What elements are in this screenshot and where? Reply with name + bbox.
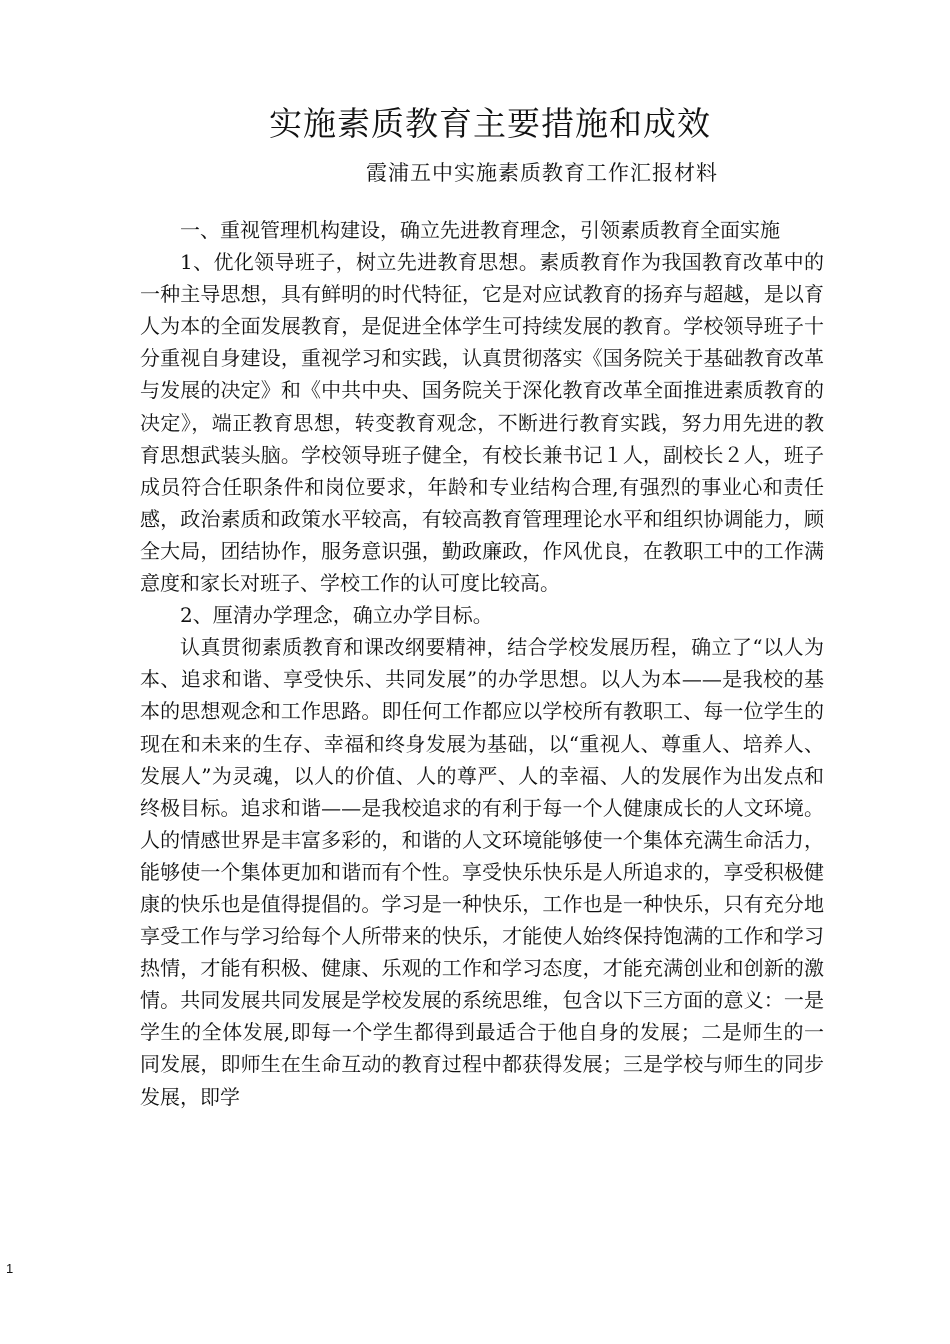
page-subtitle: 霞浦五中实施素质教育工作汇报材料 — [366, 161, 718, 185]
page-title: 实施素质教育主要措施和成效 — [269, 104, 711, 143]
document-body — [140, 214, 824, 1113]
section-heading: 一、重视管理机构建设，确立先进教育理念，引领素质教育全面实施 — [180, 218, 780, 242]
paragraph: 2、厘清办学理念，确立办学目标。 — [180, 603, 493, 628]
paragraph: 1、优化领导班子，树立先进教育思想。素质教育作为我国教育改革中的一种主导思想，具有鲜明的时代特征，它是对应试教育的扬弃与超越，是以育人为本的全面发展教育，是促进全体学生可持续发展的教育。学校领导班子十分重视自身建设，重视学习和实践，认真贯彻落实《国务院关于基础教育改革与发展的决定》和《中共中央、国务院关于深化教育改革全面推进素质教育的决定》，端正教育思想，转变教育观念，不断进行教育实践，努力用先进的教育思想武装头脑。学校领导班子健全，有校长兼书记１人，副校长２人，班子成员符合任职条件和岗位要求，年龄和专业结构合理,有强烈的事业心和责任感，政治素质和政策水平较高，有较高教育管理理论水平和组织协调能力，顾全大局，团结协作，服务意识强，勤政廉政，作风优良，在教职工中的工作满意度和家长对班子、学校工作的认可度比较高。 — [140, 250, 824, 596]
page-number: 1 — [6, 1261, 14, 1276]
paragraph: 认真贯彻素质教育和课改纲要精神，结合学校发展历程，确立了“以人为本、追求和谐、享受快乐、共同发展”的办学思想。以人为本——是我校的基本的思想观念和工作思路。即任何工作都应以学校所有教职工、每一位学生的现在和未来的生存、幸福和终身发展为基础，以“重视人、尊重人、培养人、发展人”为灵魂，以人的价值、人的尊严、人的幸福、人的发展作为出发点和终极目标。追求和谐——是我校追求的有利于每一个人健康成长的人文环境。人的情感世界是丰富多彩的，和谐的人文环境能够使一个集体充满生命活力，能够使一个集体更加和谐而有个性。享受快乐快乐是人所追求的，享受积极健康的快乐也是值得提倡的。学习是一种快乐，工作也是一种快乐，只有充分地享受工作与学习给每个人所带来的快乐，才能使人始终保持饱满的工作和学习热情，才能有积极、健康、乐观的工作和学习态度，才能充满创业和创新的激情。共同发展共同发展是学校发展的系统思维，包含以下三方面的意义：一是学生的全体发展,即每一个学生都得到最适合于他自身的发展；二是师生的一同发展，即师生在生命互动的教育过程中都获得发展；三是学校与师生的同步发展，即学 — [140, 635, 824, 1109]
